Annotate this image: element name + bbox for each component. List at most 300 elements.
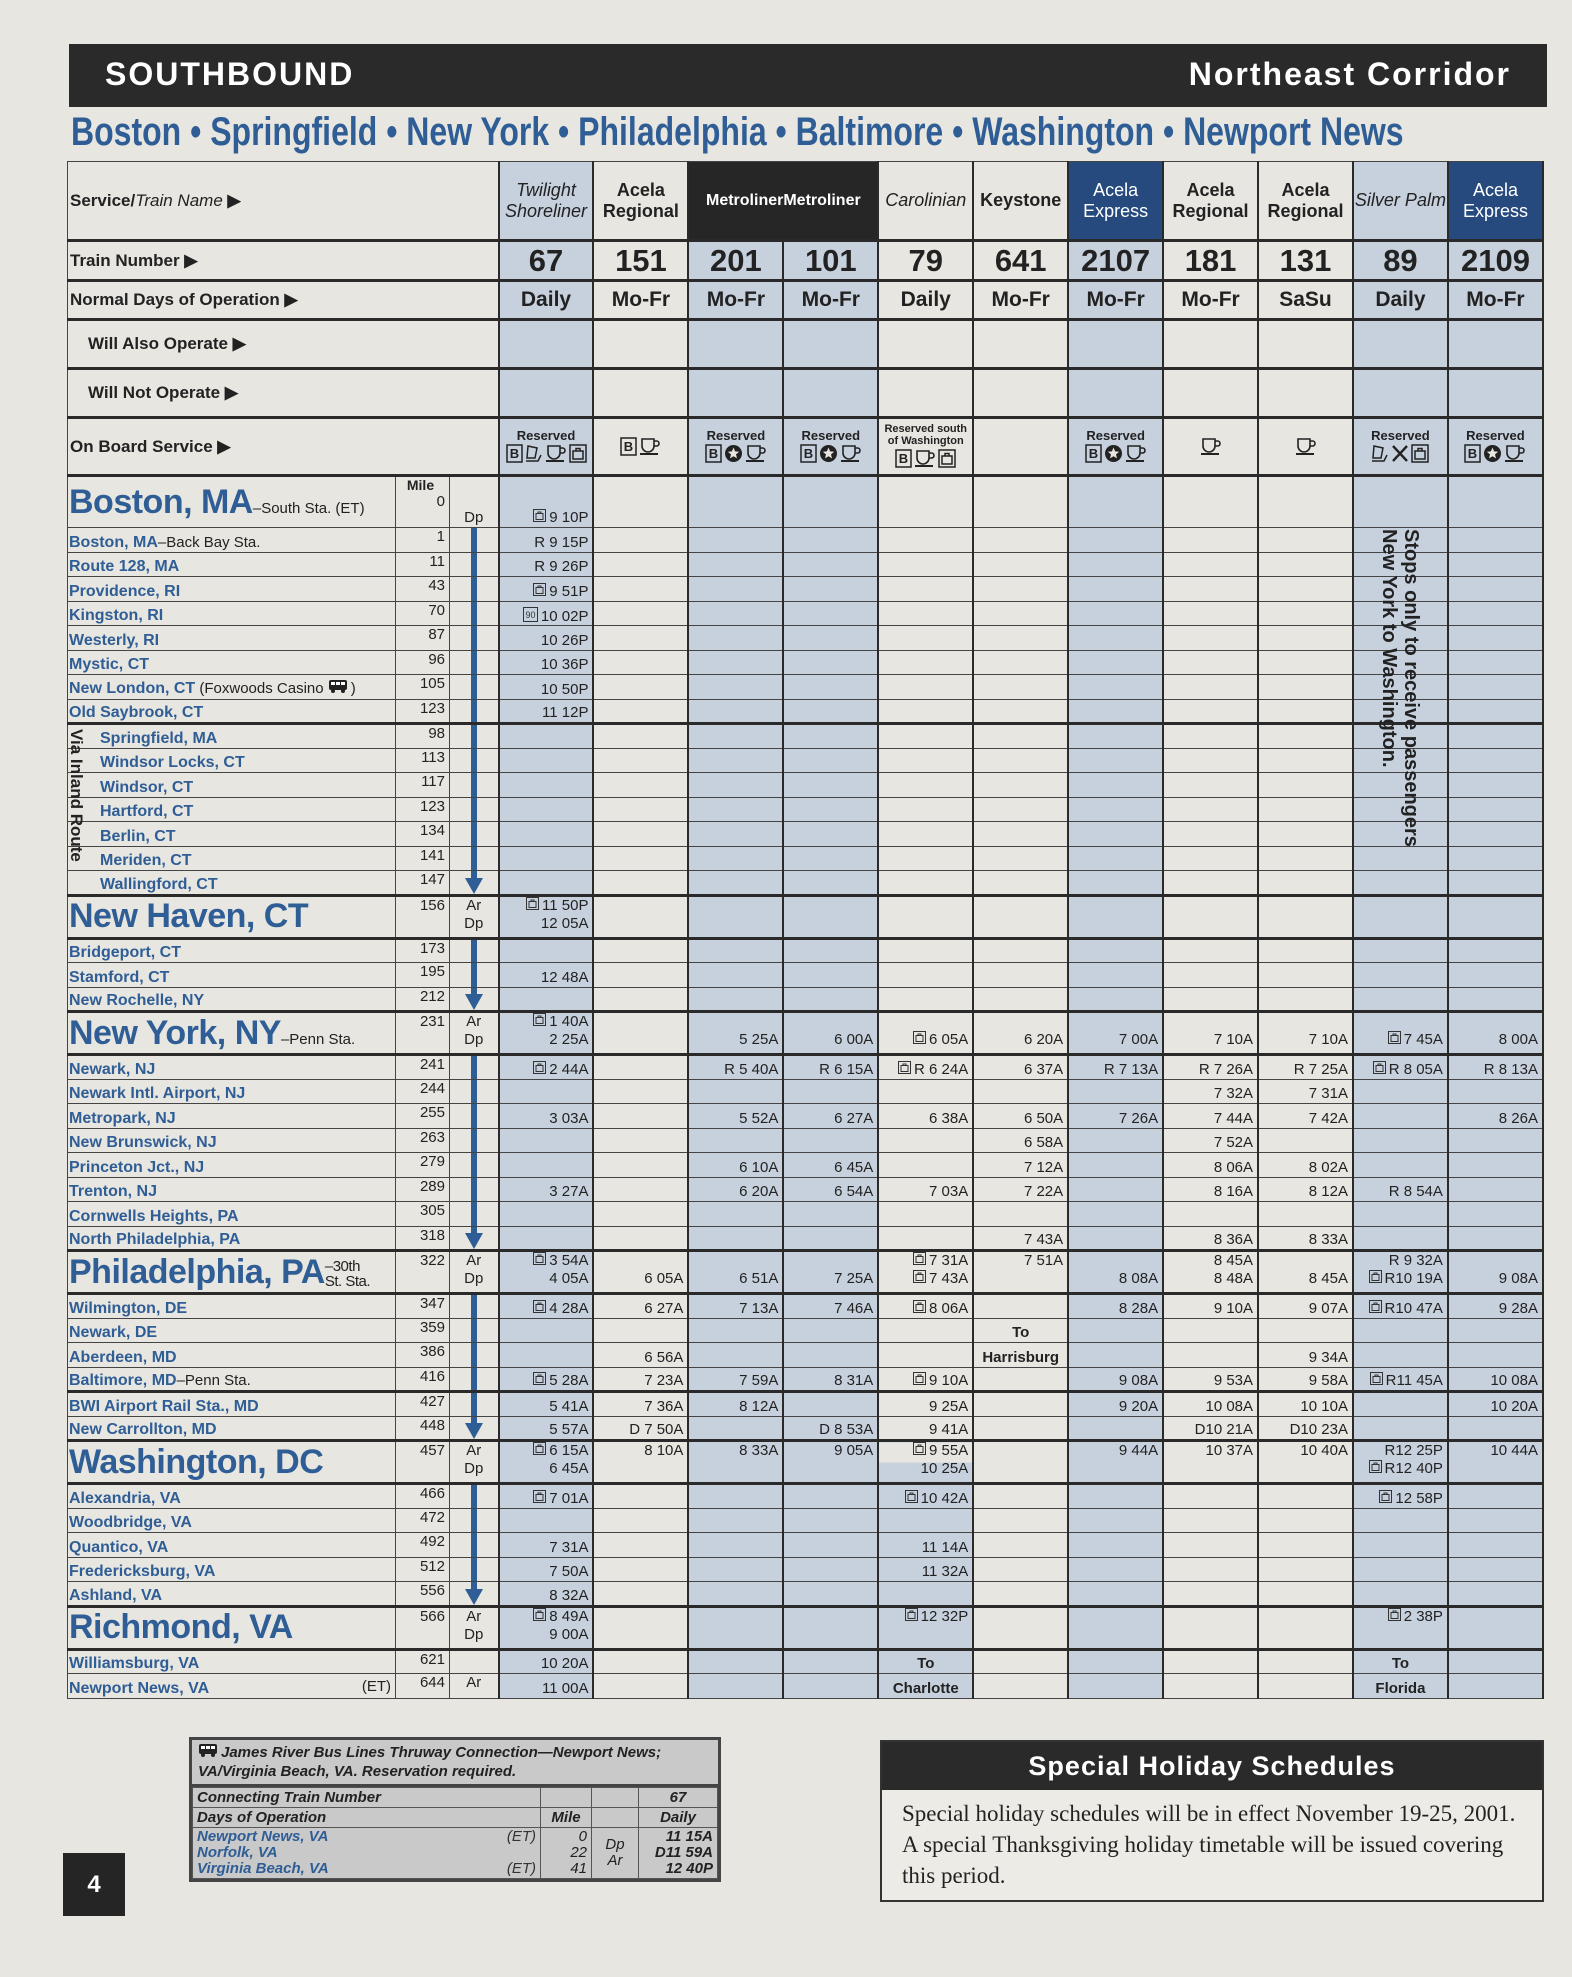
time-cell [1068,1533,1163,1558]
station-name [68,1012,396,1055]
station-name [68,1367,396,1392]
time-cell [783,675,878,700]
time-line: 7 22A [1023,1183,1064,1200]
days-of-operation: Mo-Fr [1068,281,1163,320]
station-row [68,1557,1544,1582]
time-cell [1448,626,1543,651]
station-name [68,626,396,651]
time-cell [1448,846,1543,871]
mile-value: 263 [419,1128,445,1146]
time-line [1259,1460,1348,1478]
time-cell [1258,1055,1353,1080]
time-cell [1448,1416,1543,1441]
time-cell [783,748,878,773]
mileage [396,1012,450,1055]
time-text: 3 54A [549,1252,589,1269]
station-row [68,1012,1544,1055]
train-number: 2107 [1068,241,1163,281]
time-cell [1258,987,1353,1012]
time-cell [1068,1416,1163,1441]
time-cell [1448,1484,1543,1509]
time-cell [499,1606,594,1649]
ar-dp-label: Ar [466,1252,482,1269]
mileage [396,895,450,938]
row-label-ob [68,418,499,476]
bus-et: (ET) [506,1860,536,1877]
station-row [68,1202,1544,1227]
time-line: 9 08A [1498,1270,1538,1287]
station-name [68,773,396,798]
train-number: 131 [1258,241,1353,281]
time-cell [973,626,1068,651]
mile-value: 105 [419,675,445,692]
station-row [68,1318,1544,1343]
station-label: Newark, NJ [69,1060,156,1078]
time-cell [1258,1153,1353,1178]
time-cell [973,1416,1068,1441]
mileage [396,1582,450,1607]
time-cell [783,1177,878,1202]
time-line [500,1013,589,1031]
station-label: Cornwells Heights, PA [69,1207,239,1225]
time-cell [1258,528,1353,553]
time-cell [878,1202,973,1227]
time-cell [1448,822,1543,847]
mile-value: 359 [419,1318,445,1336]
onboard-icons [1259,437,1352,458]
time-line [500,1061,589,1079]
business-class-icon [506,444,523,465]
checked-baggage-icon [569,444,587,465]
time-line: 8 12A [739,1397,779,1415]
cafe-icon [840,444,862,465]
time-cell [1448,895,1543,938]
mile-value: 113 [421,748,445,766]
time-line: 11 00A [542,1679,589,1697]
time-line [500,607,589,625]
train-number: 89 [1353,241,1448,281]
time-cell [878,528,973,553]
time-cell [783,1367,878,1392]
time-cell [688,846,783,871]
station-row [68,822,1544,847]
time-cell [499,1177,594,1202]
time-line: 3 03A [549,1109,589,1127]
time-cell [878,1055,973,1080]
time-cell [783,871,878,896]
mileage [396,724,450,749]
will-also-operate [1258,320,1353,369]
time-cell [1068,1177,1163,1202]
station-row [68,528,1544,553]
time-cell [1163,895,1258,938]
header-row-days [68,281,1544,320]
time-cell [878,1226,973,1251]
arrive-depart [450,1441,499,1484]
time-cell [973,1055,1068,1080]
time-cell [499,1392,594,1417]
time-cell [688,1128,783,1153]
direction-arrow [450,1226,499,1251]
mileage [396,626,450,651]
direction-arrow [450,650,499,675]
time-line: 8 12A [1308,1183,1348,1200]
bus-mile: 22 [570,1844,587,1861]
time-cell [1448,476,1543,528]
mile-value: 289 [419,1177,445,1195]
time-cell [688,675,783,700]
first-class-icon [1483,444,1502,465]
time-line: 9 20A [1118,1397,1159,1415]
time-cell [499,626,594,651]
time-cell [688,1582,783,1607]
time-cell [1448,773,1543,798]
holiday-body: Special holiday schedules will be in effect November 19-25, 2001. A special Thanksgiving holiday timetable will be issued covering this period. [902,1801,1516,1888]
time-cell [499,895,594,938]
time-line [500,1442,589,1460]
time-cell [1353,938,1448,963]
time-cell [499,1367,594,1392]
station-suffix: –Penn Sta. [280,1030,356,1048]
station-row [68,601,1544,626]
time-line: 6 50A [1023,1109,1064,1127]
time-cell [1068,963,1163,988]
mile-value: 492 [419,1533,445,1550]
time-line [500,1372,589,1390]
station-name [68,1533,396,1558]
direction-arrow [450,1202,499,1227]
time-line: D 7 50A [629,1421,684,1438]
time-line: 10 20A [1490,1397,1538,1415]
time-cell [593,528,688,553]
time-cell [593,773,688,798]
time-cell [688,1557,783,1582]
time-cell [878,626,973,651]
station-row [68,1606,1544,1649]
time-cell [1163,987,1258,1012]
time-line: 8 45A [1308,1270,1348,1287]
station-name [68,1508,396,1533]
time-line: 8 02A [1308,1158,1348,1176]
time-cell [593,871,688,896]
mileage [396,1508,450,1533]
time-line: 10 08A [1490,1372,1538,1389]
svg-text:90: 90 [525,610,536,620]
time-cell [1163,1649,1258,1674]
onboard-icons [1164,437,1257,458]
bus-icon [328,679,348,699]
time-cell [783,1508,878,1533]
time-line: 6 38A [929,1109,969,1127]
checked-baggage-icon [533,583,546,601]
mileage [396,1343,450,1368]
checked-baggage-icon [1369,1270,1382,1288]
time-cell [783,1079,878,1104]
mile-value: 0 [436,493,445,510]
time-cell [1448,1012,1543,1055]
station-label: Princeton Jct., NJ [69,1158,205,1176]
time-cell [783,822,878,847]
time-cell [973,724,1068,749]
time-cell [593,1128,688,1153]
time-line: 7 42A [1308,1109,1348,1127]
time-cell [1353,1582,1448,1607]
time-cell [1258,1202,1353,1227]
time-cell [593,699,688,724]
time-cell [1068,1318,1163,1343]
time-cell [878,552,973,577]
will-also-operate [499,320,594,369]
checked-baggage-icon [533,1013,546,1031]
note-line: New York to Washington. [1378,529,1400,768]
time-cell [973,1153,1068,1178]
station-row [68,699,1544,724]
mileage [396,822,450,847]
station-label: Providence, RI [69,582,181,600]
time-line [689,1460,778,1478]
time-line [1354,1372,1443,1390]
time-cell [783,724,878,749]
time-cell [1258,1012,1353,1055]
mile-value: 566 [419,1607,445,1625]
time-cell [593,626,688,651]
time-line: 10 10A [1300,1397,1348,1415]
station-label: Baltimore, MD [69,1372,177,1389]
time-cell [1258,675,1353,700]
station-label: New Haven, CT [69,897,309,935]
time-cell [1353,1079,1448,1104]
label-text: On Board Service [70,436,213,456]
svg-text:B: B [624,439,634,454]
time-cell [1448,1318,1543,1343]
time-cell [1258,601,1353,626]
bus-station: Newport News, VA [197,1828,329,1845]
station-suffix: –Penn Sta. [176,1372,251,1389]
time-cell [593,846,688,871]
inland-route-label: Via Inland Route [67,729,86,862]
time-text: 7 45A [1403,1031,1443,1048]
on-board-service [1353,418,1448,476]
arrow-right-icon: ▶ [279,290,298,309]
time-cell [1353,1441,1448,1484]
mile-header: Mile [406,477,435,493]
time-line: 7 23A [644,1372,684,1389]
direction-arrow [450,1343,499,1368]
station-label: Newport News, VA [69,1679,210,1697]
direction-arrow [450,871,499,896]
time-cell [973,1104,1068,1129]
station-row [68,476,1544,528]
time-cell [973,1251,1068,1294]
header-row-not [68,369,1544,418]
will-not-operate [1353,369,1448,418]
station-label: Quantico, VA [69,1538,169,1556]
time-cell [783,1153,878,1178]
mileage [396,1318,450,1343]
time-cell [973,987,1068,1012]
time-cell [1258,476,1353,528]
time-line: 9 25A [929,1397,969,1415]
station-name [68,1226,396,1251]
time-line: 10 36P [540,656,589,673]
time-text: 2 38P [1403,1607,1443,1625]
station-row [68,1533,1544,1558]
time-cell [1068,1606,1163,1649]
time-cell [688,1533,783,1558]
arrive-depart [450,1012,499,1055]
time-line: 8 10A [644,1442,684,1459]
time-cell [1068,1367,1163,1392]
station-label: Philadelphia, PA [69,1252,325,1291]
train-number: 101 [783,241,878,281]
time-cell [688,1484,783,1509]
station-row [68,577,1544,602]
arrow-right-icon: ▶ [212,436,231,456]
station-label: Windsor, CT [100,778,194,796]
time-cell [499,675,594,700]
time-cell [783,1343,878,1368]
time-cell [1068,846,1163,871]
mileage [396,577,450,602]
route-cities: Boston • Springfield • New York • Philadelphia • Baltimore • Washington • Newport News [71,110,1404,154]
mileage [396,773,450,798]
mile-value: 472 [419,1508,445,1526]
time-cell [688,797,783,822]
time-cell [1353,987,1448,1012]
time-cell [593,987,688,1012]
station-label: Metropark, NJ [69,1109,176,1127]
mile-value: 11 [429,552,445,570]
service-name: Keystone [973,162,1068,241]
mile-value: 512 [419,1557,445,1575]
time-cell [878,1533,973,1558]
time-cell [1258,1508,1353,1533]
mileage [396,1079,450,1104]
time-cell [973,748,1068,773]
time-cell [878,987,973,1012]
onboard-icons [1449,444,1542,465]
station-row [68,552,1544,577]
time-line: Harrisburg [982,1348,1060,1366]
row-label-days [68,281,499,320]
time-cell [1068,1012,1163,1055]
days-label: Days of Operation [193,1808,541,1828]
time-line: R12 25P [1384,1442,1443,1459]
row-label-svc [68,162,499,241]
time-text: 9 55A [929,1442,969,1459]
time-line: 8 45A [1213,1252,1254,1269]
time-line [500,1608,589,1626]
mile-value: 386 [419,1343,445,1360]
time-cell [878,650,973,675]
will-not-operate [1448,369,1543,418]
time-line [879,1300,968,1318]
station-label: Wilmington, DE [69,1299,188,1317]
time-cell [1448,675,1543,700]
time-cell [1068,675,1163,700]
time-cell [1068,1055,1163,1080]
time-line: 6 20A [739,1183,779,1200]
arrive-depart [450,1251,499,1294]
time-cell [499,1674,594,1699]
time-cell [688,724,783,749]
mileage [396,1674,450,1699]
onboard-label: Reserved [706,427,766,443]
time-cell [1258,1649,1353,1674]
time-line [594,1252,683,1270]
time-cell [593,650,688,675]
time-cell [878,1251,973,1294]
time-line: 5 41A [549,1397,589,1415]
time-cell [593,1153,688,1178]
bus-connection-box [189,1737,721,1882]
time-cell [1068,987,1163,1012]
time-cell [1163,1674,1258,1699]
station-label: Newark Intl. Airport, NJ [69,1085,246,1102]
time-line [500,583,589,601]
time-cell [1163,1318,1258,1343]
time-cell [1163,1251,1258,1294]
business-class-icon [895,449,912,470]
time-line: 9 08A [1118,1372,1159,1389]
time-text: 2 44A [549,1060,589,1078]
station-name [68,1104,396,1129]
station-name [68,1606,396,1649]
time-cell [1353,1416,1448,1441]
arrive-depart [450,476,499,528]
time-cell [593,1012,688,1055]
time-cell [973,1484,1068,1509]
time-cell [593,1582,688,1607]
time-cell [783,938,878,963]
time-cell [1448,1557,1543,1582]
time-cell [783,1674,878,1699]
station-label: Richmond, VA [69,1608,293,1646]
station-label: Alexandria, VA [69,1489,181,1507]
time-cell [878,1318,973,1343]
time-line [1069,1460,1158,1478]
time-cell [973,650,1068,675]
bus-ad: Ar [607,1852,623,1869]
time-cell [973,1012,1068,1055]
time-cell [783,1533,878,1558]
time-cell [1258,1441,1353,1484]
svg-text:B: B [899,451,909,466]
time-cell [1163,699,1258,724]
checked-baggage-icon [913,1252,926,1270]
time-cell [973,822,1068,847]
station-name [68,1416,396,1441]
business-class-icon [620,437,637,458]
time-cell [1068,699,1163,724]
time-line [1449,1460,1538,1478]
direction-arrow [450,699,499,724]
time-cell [593,1251,688,1294]
time-cell [593,1606,688,1649]
time-cell [878,748,973,773]
time-cell [783,846,878,871]
time-line: 7 12A [1023,1158,1064,1176]
holiday-notice [880,1740,1544,1902]
time-cell [1163,1177,1258,1202]
days-of-operation: Daily [499,281,594,320]
time-cell [593,797,688,822]
time-cell [1448,1441,1543,1484]
time-line [784,1460,873,1478]
mile-value: 255 [419,1104,445,1121]
time-line: 8 31A [834,1372,874,1389]
will-not-operate [688,369,783,418]
